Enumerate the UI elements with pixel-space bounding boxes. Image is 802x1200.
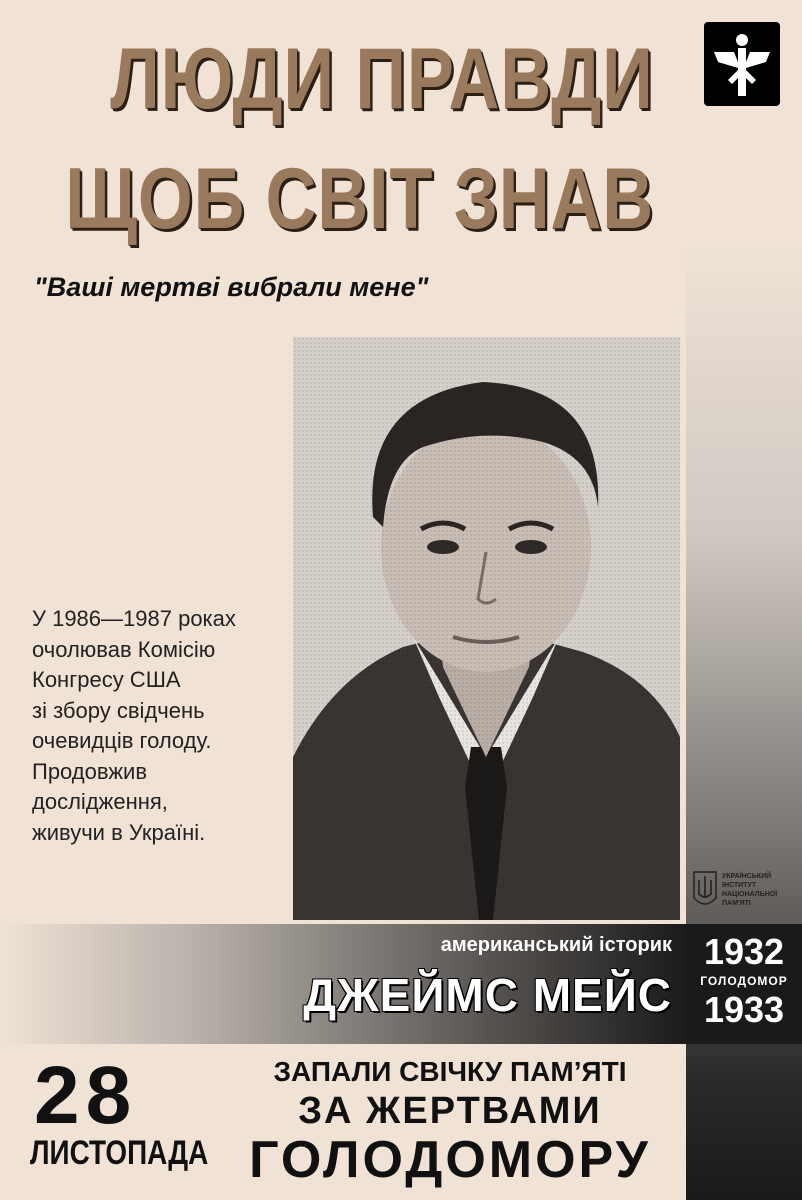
title-line-1: ЛЮДИ ПРАВДИ	[110, 31, 654, 127]
bio-line: зі збору свідчень	[32, 697, 205, 723]
person-name: ДЖЕЙМС МЕЙС	[303, 969, 672, 1021]
bio-line: очевидців голоду.	[32, 728, 212, 753]
institute-line: НАЦІОНАЛЬНОЇ	[722, 891, 778, 898]
slogan-line-2: ЗА ЖЕРТВАМИ	[298, 1090, 602, 1132]
institute-logo	[692, 868, 802, 916]
person-role: американський історик	[440, 934, 672, 956]
bio-line: очолював Комісію	[32, 636, 216, 662]
bio-line: У 1986—1987 роках	[32, 606, 236, 631]
bio-line: Продовжив	[32, 758, 148, 784]
institute-line: ІНСТИТУТ	[722, 882, 757, 889]
date-month: ЛИСТОПАДА	[30, 1134, 209, 1172]
institute-name	[722, 872, 777, 908]
bio-line: живучи в Україні.	[32, 819, 206, 845]
bio-line: дослідження,	[32, 789, 168, 814]
slogan-line-1: ЗАПАЛИ СВІЧКУ ПАМ’ЯТІ	[273, 1056, 627, 1087]
years-label: ГОЛОДОМОР	[700, 974, 788, 988]
institute-line: ПАМ'ЯТІ	[722, 900, 751, 907]
date-day: 28	[34, 1050, 138, 1141]
slogan-line-3: ГОЛОДОМОРУ	[249, 1131, 651, 1189]
title-line-2: ЩОБ СВІТ ЗНАВ	[65, 151, 654, 247]
holodomor-years	[686, 924, 802, 1044]
institute-line: УКРАЇНСЬКИЙ	[722, 873, 772, 880]
slogan	[230, 1054, 670, 1188]
bio-line: Конгресу США	[32, 667, 181, 692]
year-end: 1933	[703, 989, 785, 1030]
portrait-photo	[293, 337, 680, 920]
biography-text	[32, 604, 282, 848]
year-start: 1932	[703, 931, 785, 972]
trident-icon	[692, 868, 718, 912]
holodomor-memorial-icon	[704, 22, 780, 106]
quote: "Ваші мертві вибрали мене"	[34, 272, 429, 302]
